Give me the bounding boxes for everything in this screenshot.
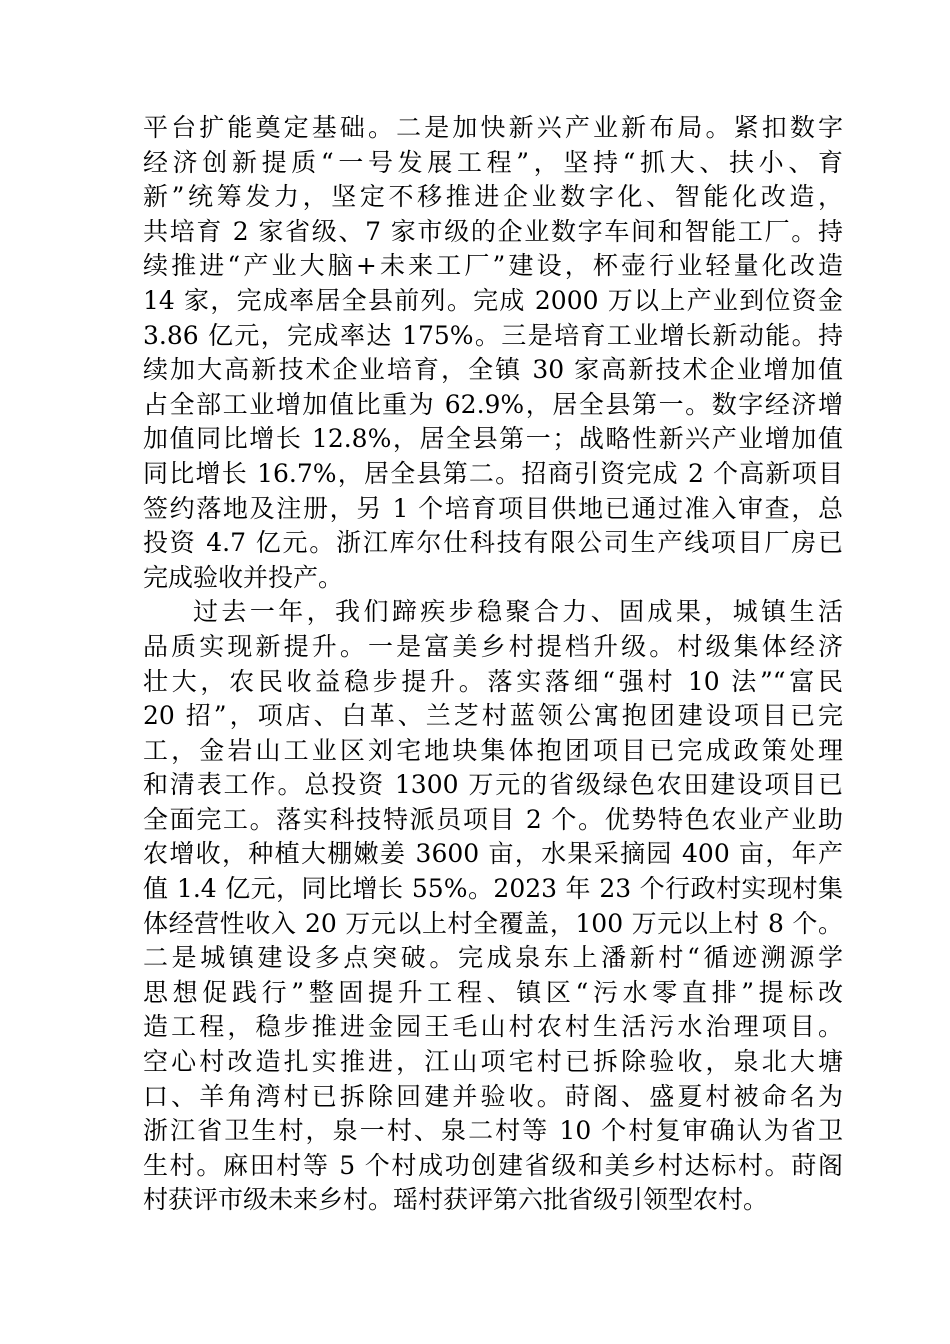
text-line: 平台扩能奠定基础。二是加快新兴产业新布局。紧扣数字 (143, 113, 843, 142)
text-line: 口、羊角湾村已拆除回建并验收。莳阁、盛夏村被命名为 (143, 1081, 843, 1111)
text-line: 村获评市级未来乡村。瑶村获评第六批省级引领型农村。 (143, 1185, 769, 1215)
text-line: 3.86 亿元，完成率达 175%。三是培育工业增长新动能。持 (143, 320, 843, 350)
text-line: 造工程，稳步推进金园王毛山村农村生活污水治理项目。 (143, 1012, 843, 1042)
text-line: 工，金岩山工业区刘宅地块集体抱团项目已完成政策处理 (143, 735, 843, 765)
text-line: 同比增长 16.7%，居全县第二。招商引资完成 2 个高新项目 (143, 458, 843, 488)
text-line: 壮大，农民收益稳步提升。落实落细“强村 10 法”“富民 (143, 666, 843, 696)
text-line: 经济创新提质“一号发展工程”，坚持“抓大、扶小、育 (143, 147, 843, 177)
text-line: 值 1.4 亿元，同比增长 55%。2023 年 23 个行政村实现村集 (143, 874, 843, 904)
text-line: 共培育 2 家省级、7 家市级的企业数字车间和智能工厂。持 (143, 216, 843, 246)
text-line: 投资 4.7 亿元。浙江库尔仕科技有限公司生产线项目厂房已 (143, 528, 843, 558)
text-line: 签约落地及注册，另 1 个培育项目供地已通过准入审查，总 (143, 493, 843, 523)
text-line: 浙江省卫生村，泉一村、泉二村等 10 个村复审确认为省卫 (143, 1116, 843, 1146)
text-line: 新”统筹发力，坚定不移推进企业数字化、智能化改造， (143, 182, 843, 212)
text-line: 20 招”，项店、白革、兰芝村蓝领公寓抱团建设项目已完 (143, 701, 843, 731)
text-line: 空心村改造扎实推进，江山项宅村已拆除验收，泉北大塘 (143, 1047, 843, 1077)
text-line: 品质实现新提升。一是富美乡村提档升级。村级集体经济 (143, 631, 843, 661)
text-line: 完成验收并投产。 (143, 562, 344, 592)
text-line: 过去一年，我们蹄疾步稳聚合力、固成果，城镇生活 (193, 597, 843, 627)
text-line: 生村。麻田村等 5 个村成功创建省级和美乡村达标村。莳阁 (143, 1150, 843, 1180)
text-line: 二是城镇建设多点突破。完成泉东上潘新村“循迹溯源学 (143, 943, 843, 973)
paragraph-town-living (143, 595, 843, 1218)
text-line: 续推进“产业大脑+未来工厂”建设，杯壶行业轻量化改造 (143, 251, 843, 281)
text-line: 全面完工。落实科技特派员项目 2 个。优势特色农业产业助 (143, 804, 843, 834)
document-body (143, 111, 843, 1218)
text-line: 加值同比增长 12.8%，居全县第一；战略性新兴产业增加值 (143, 424, 843, 454)
text-line: 续加大高新技术企业培育，全镇 30 家高新技术企业增加值 (143, 355, 843, 385)
paragraph-industry (143, 111, 843, 595)
text-line: 占全部工业增加值比重为 62.9%，居全县第一。数字经济增 (143, 389, 843, 419)
text-line: 思想促践行”整固提升工程、镇区“污水零直排”提标改 (143, 977, 843, 1007)
text-line: 农增收，种植大棚嫩姜 3600 亩，水果采摘园 400 亩，年产 (143, 839, 843, 869)
text-line: 和清表工作。总投资 1300 万元的省级绿色农田建设项目已 (143, 770, 843, 800)
text-line: 体经营性收入 20 万元以上村全覆盖，100 万元以上村 8 个。 (143, 908, 843, 938)
text-line: 14 家，完成率居全县前列。完成 2000 万以上产业到位资金 (143, 285, 843, 315)
